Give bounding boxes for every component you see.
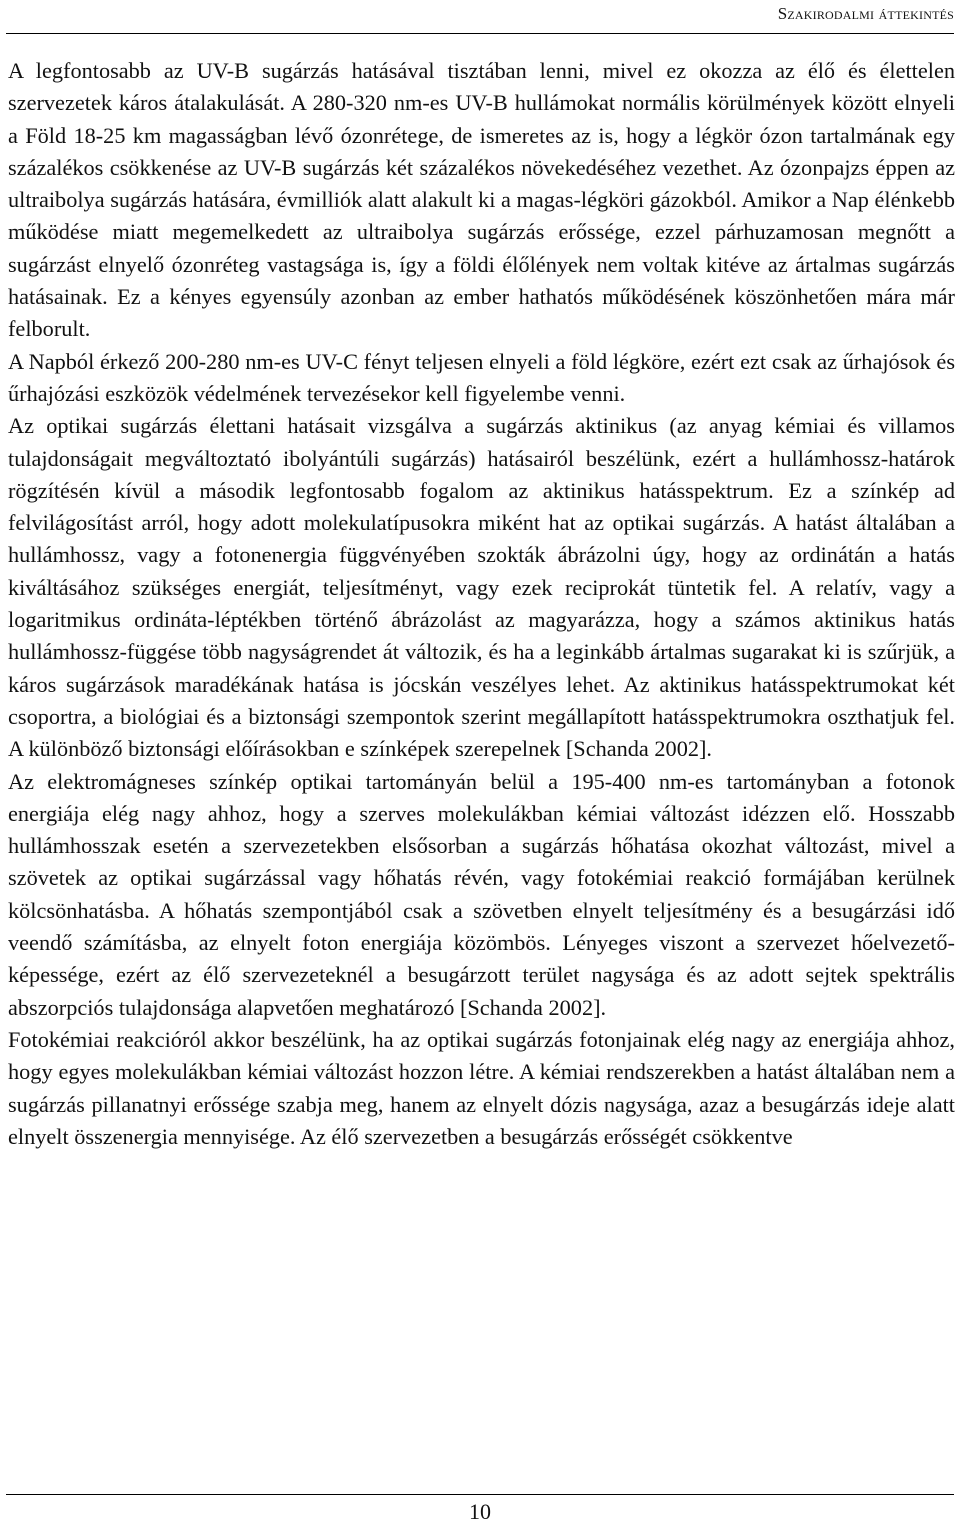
footer-divider xyxy=(6,1494,954,1495)
paragraph: Fotokémiai reakcióról akkor beszélünk, ha az optikai sugárzás fotonjainak elég nagy az energiája ahhoz, hogy egyes molekulákban kémiai változást hozzon létre. A kémiai rendszerekben a hatást általában nem a sugárzás pillanatnyi erőssége szabja meg, hanem az elnyelt dózis nagysága, azaz a besugárzás ideje alatt elnyelt összenergia mennyisége. Az élő szervezetben a besugárzás erősségét csökkentve xyxy=(8,1026,955,1149)
paragraph: A legfontosabb az UV-B sugárzás hatásával tisztában lenni, mivel ez okozza az élő és élettelen szervezetek káros átalakulását. A 280-320 nm-es UV-B hullámokat normális körülmények között elnyeli a Föld 18-25 km magasságban lévő ózonrétege, de ismeretes az is, hogy a légkör ózon tartalmának egy százalékos csökkenése az UV-B sugárzás két százalékos növekedéséhez vezethet. Az ózonpajzs éppen az ultraibolya sugárzás hatására, évmilliók alatt alakult ki a magas-légköri gázokból. Amikor a Nap élénkebb működése miatt megemelkedett az ultraibolya sugárzás erőssége, ezzel párhuzamosan megnőtt a sugárzást elnyelő ózonréteg vastagsága is, így a földi élőlények nem voltak kitéve az ártalmas sugárzás hatásainak. Ez a kényes egyensúly azonban az ember hathatós működésének köszönhetően mára már felborult. xyxy=(8,58,955,342)
paragraph: A Napból érkező 200-280 nm-es UV-C fényt teljesen elnyeli a föld légköre, ezért ezt csak az űrhajósok és űrhajózási eszközök védelmének tervezésekor kell figyelembe venni. xyxy=(8,348,955,406)
paragraph: Az elektromágneses színkép optikai tartományán belül a 195-400 nm-es tartományban a fotonok energiája elég nagy ahhoz, hogy a szerves molekulákban kémiai változást idézzen elő. Hosszabb hullámhosszak esetén a szervezetekben elsősorban a sugárzás hőhatása okozhat változást, mivel a szövetek az optikai sugárzással vagy hőhatás révén, vagy fotokémiai reakció formájában kerülnek kölcsönhatásba. A hőhatás szempontjából csak a szövetben elnyelt teljesítmény és a besugárzási idő veendő számításba, az elnyelt foton energiája közömbös. Lényeges viszont a szervezet hőelvezető-képessége, ezért az élő szervezeteknél a besugárzott terület nagysága és az adott sejtek spektrális abszorpciós tulajdonsága alapvetően meghatározó [Schanda 2002]. xyxy=(8,768,955,1020)
running-header: Szakirodalmi áttekintés xyxy=(777,4,954,23)
paragraph: Az optikai sugárzás élettani hatásait vizsgálva a sugárzás aktinikus (az anyag kémiai és villamos tulajdonságait megváltoztató ibolyántúli sugárzás) hatásairól beszélünk, ezért a hullámhossz-határok rögzítésén kívül a második legfontosabb fogalom az aktinikus hatásspektrum. Ez a színkép ad felvilágosítást arról, hogy adott molekulatípusokra miként hat az optikai sugárzás. A hatást általában a hullámhossz, vagy a fotonenergia függvényében szokták ábrázolni úgy, hogy az ordinátán a hatás kiváltásához szükséges energiát, teljesítményt, vagy ezek reciprokát tüntetik fel. A relatív, vagy a logaritmikus ordináta-léptékben történő ábrázolást az magyarázza, hogy a számos aktinikus hatás hullámhossz-függése több nagyságrendet át változik, és ha a leginkább ártalmas sugarakat ki is szűrjük, a káros sugárzások maradékának hatása is jócskán veszélyes lehet. Az aktinikus hatásspektrumokat két csoportra, a biológiai és a biztonsági szempontok szerint megállapított hatásspektrumokra oszthatjuk fel. A különböző biztonsági előírásokban e színképek szerepelnek [Schanda 2002]. xyxy=(8,413,955,762)
header-divider xyxy=(6,33,954,34)
body-text xyxy=(8,55,955,1153)
page-number: 10 xyxy=(469,1499,491,1524)
